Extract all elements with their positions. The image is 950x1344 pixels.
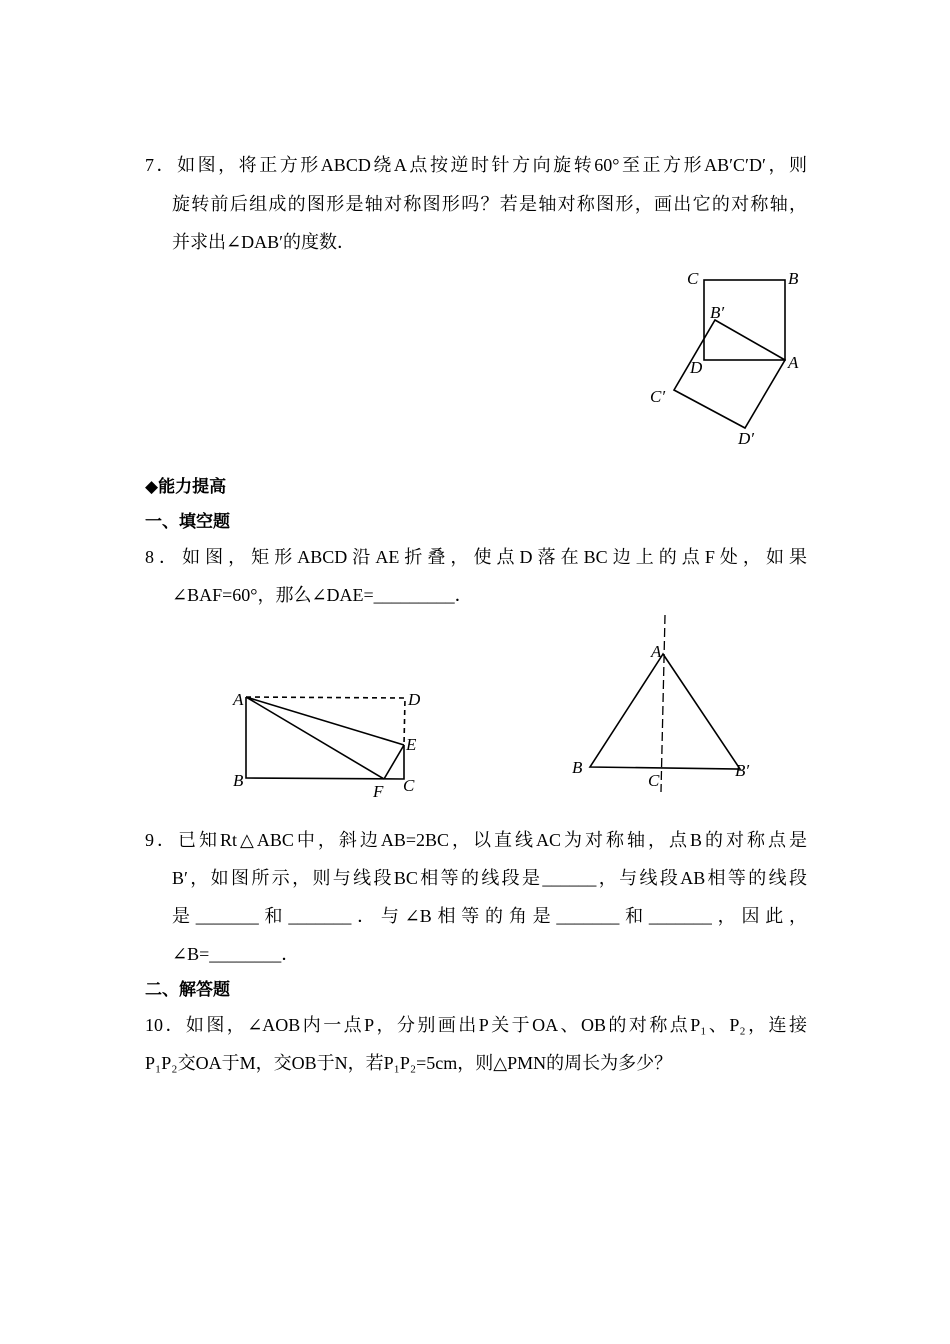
q8-label-b: B [233,771,244,790]
section-fill-blank: 一、填空题 [145,512,230,532]
q9-line-3: 是_______和_______．与∠B相等的角是_______和_______，因此， [172,906,807,926]
q7-label-c: C [687,269,699,288]
q9-label-a: A [651,642,662,661]
q8-line-1: 8．如图，矩形ABCD沿AE折叠，使点D落在BC边上的点F处，如果 [145,547,807,567]
q9-line-4: ∠B=________． [172,944,300,964]
q7-label-bp: B′ [710,303,725,322]
q7-line-3: 并求出∠DAB′的度数． [172,232,356,252]
q8-figure [246,697,405,779]
q8-label-d: D [408,690,421,709]
q8-label-e: E [406,735,417,754]
q9-label-bp: B′ [735,761,750,780]
section-ability: ◆能力提高 [145,477,227,497]
q7-label-dp: D′ [738,429,754,448]
q9-line-1: 9．已知Rt△ABC中，斜边AB=2BC，以直线AC为对称轴，点B的对称点是 [145,830,807,850]
q9-figure [590,615,740,792]
section-answer: 二、解答题 [145,980,230,1000]
q7-line-1: 7．如图，将正方形ABCD绕A点按逆时针方向旋转60°至正方形AB′C′D′，则 [145,155,807,175]
q7-label-d: D [690,358,703,377]
q10-line-2: P₁P₂交OA于M，交OB于N，若P₁P₂=5cm，则△PMN的周长为多少？ [145,1053,673,1073]
q9-label-c: C [648,771,660,790]
q9-line-2: B′，如图所示，则与线段BC相等的线段是______，与线段AB相等的线段 [172,868,807,888]
q8-line-2: ∠BAF=60°，那么∠DAE=_________． [172,585,473,605]
q10-line-1: 10．如图，∠AOB内一点P，分别画出P关于OA、OB的对称点P₁、P₂，连接 [145,1015,807,1035]
q7-label-b: B [788,269,799,288]
q7-line-2: 旋转前后组成的图形是轴对称图形吗？若是轴对称图形，画出它的对称轴， [172,194,807,214]
q8-label-a: A [233,690,244,709]
q8-label-c: C [403,776,415,795]
q7-label-cp: C′ [650,387,666,406]
q7-figure [674,280,785,428]
q9-label-b: B [572,758,583,777]
q8-label-f: F [373,782,384,801]
q7-label-a: A [788,353,799,372]
